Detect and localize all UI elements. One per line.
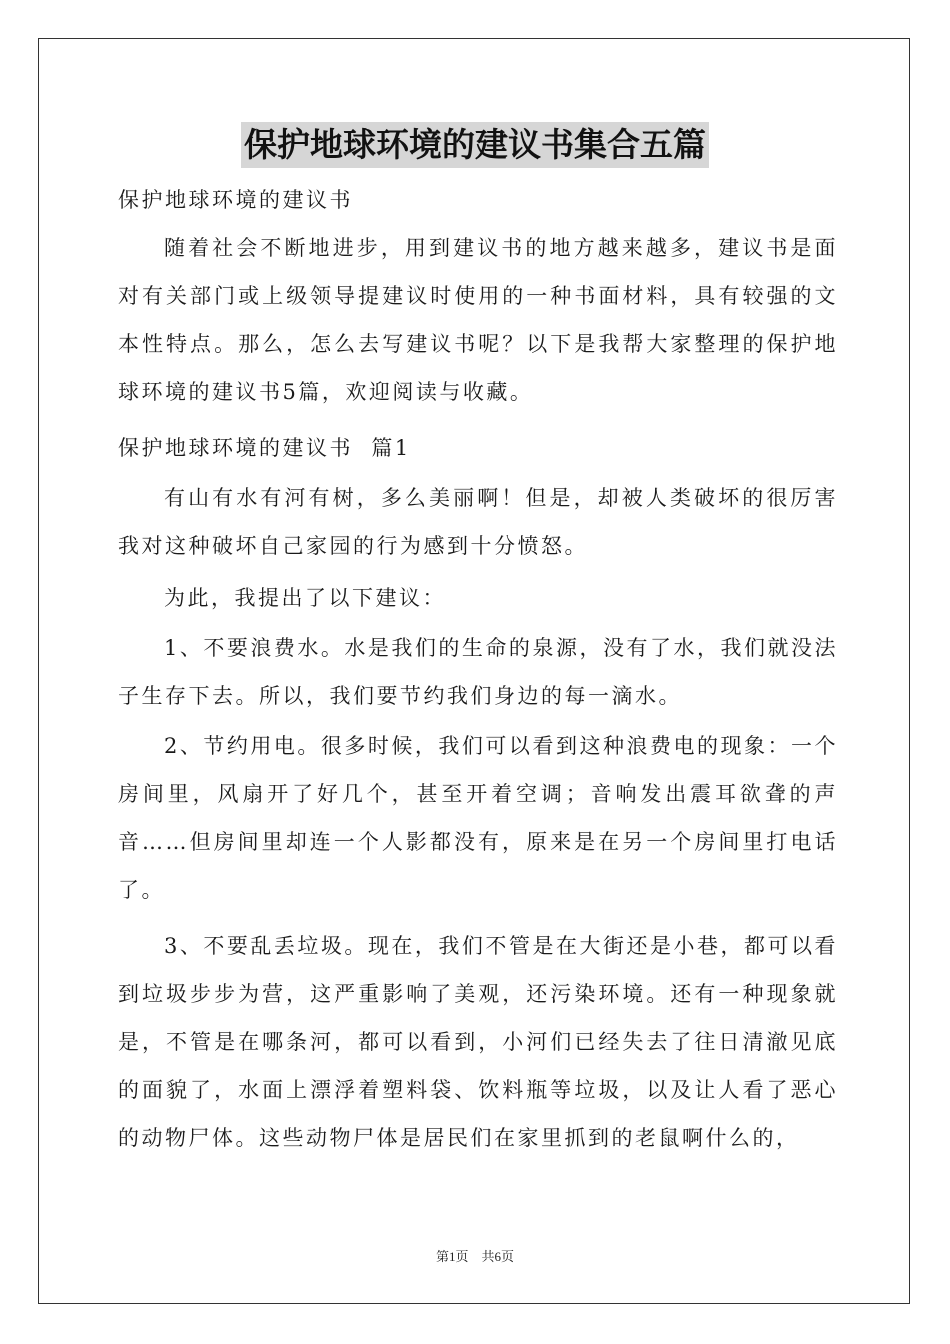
section-heading: 保护地球环境的建议书 篇1	[118, 436, 411, 460]
paragraph-3: 1、不要浪费水。水是我们的生命的泉源，没有了水，我们就没法子生存下去。所以，我们要节约我们身边的每一滴水。	[118, 636, 838, 708]
intro-paragraph: 随着社会不断地进步，用到建议书的地方越来越多，建议书是面对有关部门或上级领导提建议时使用的一种书面材料，具有较强的文本性特点。那么，怎么去写建议书呢？以下是我帮大家整理的保护地球环境的建议书5篇，欢迎阅读与收藏。	[118, 236, 838, 404]
paragraph-1: 有山有水有河有树，多么美丽啊！但是，却被人类破坏的很厉害我对这种破坏自己家园的行为感到十分愤怒。	[118, 486, 838, 558]
document-title: 保护地球环境的建议书集合五篇	[241, 122, 709, 168]
paragraph-4: 2、节约用电。很多时候，我们可以看到这种浪费电的现象：一个房间里，风扇开了好几个，甚至开着空调；音响发出震耳欲聋的声音……但房间里却连一个人影都没有，原来是在另一个房间里打电话了。	[118, 734, 838, 902]
paragraph-2: 为此，我提出了以下建议：	[164, 586, 446, 610]
document-subtitle: 保护地球环境的建议书	[118, 188, 353, 212]
page-number: 第1页 共6页	[435, 1249, 514, 1264]
title-container	[0, 122, 950, 168]
paragraph-5: 3、不要乱丢垃圾。现在，我们不管是在大街还是小巷，都可以看到垃圾步步为营，这严重影响了美观，还污染环境。还有一种现象就是，不管是在哪条河，都可以看到，小河们已经失去了往日清澈见底的面貌了，水面上漂浮着塑料袋、饮料瓶等垃圾，以及让人看了恶心的动物尸体。这些动物尸体是居民们在家里抓到的老鼠啊什么的，	[118, 934, 838, 1150]
